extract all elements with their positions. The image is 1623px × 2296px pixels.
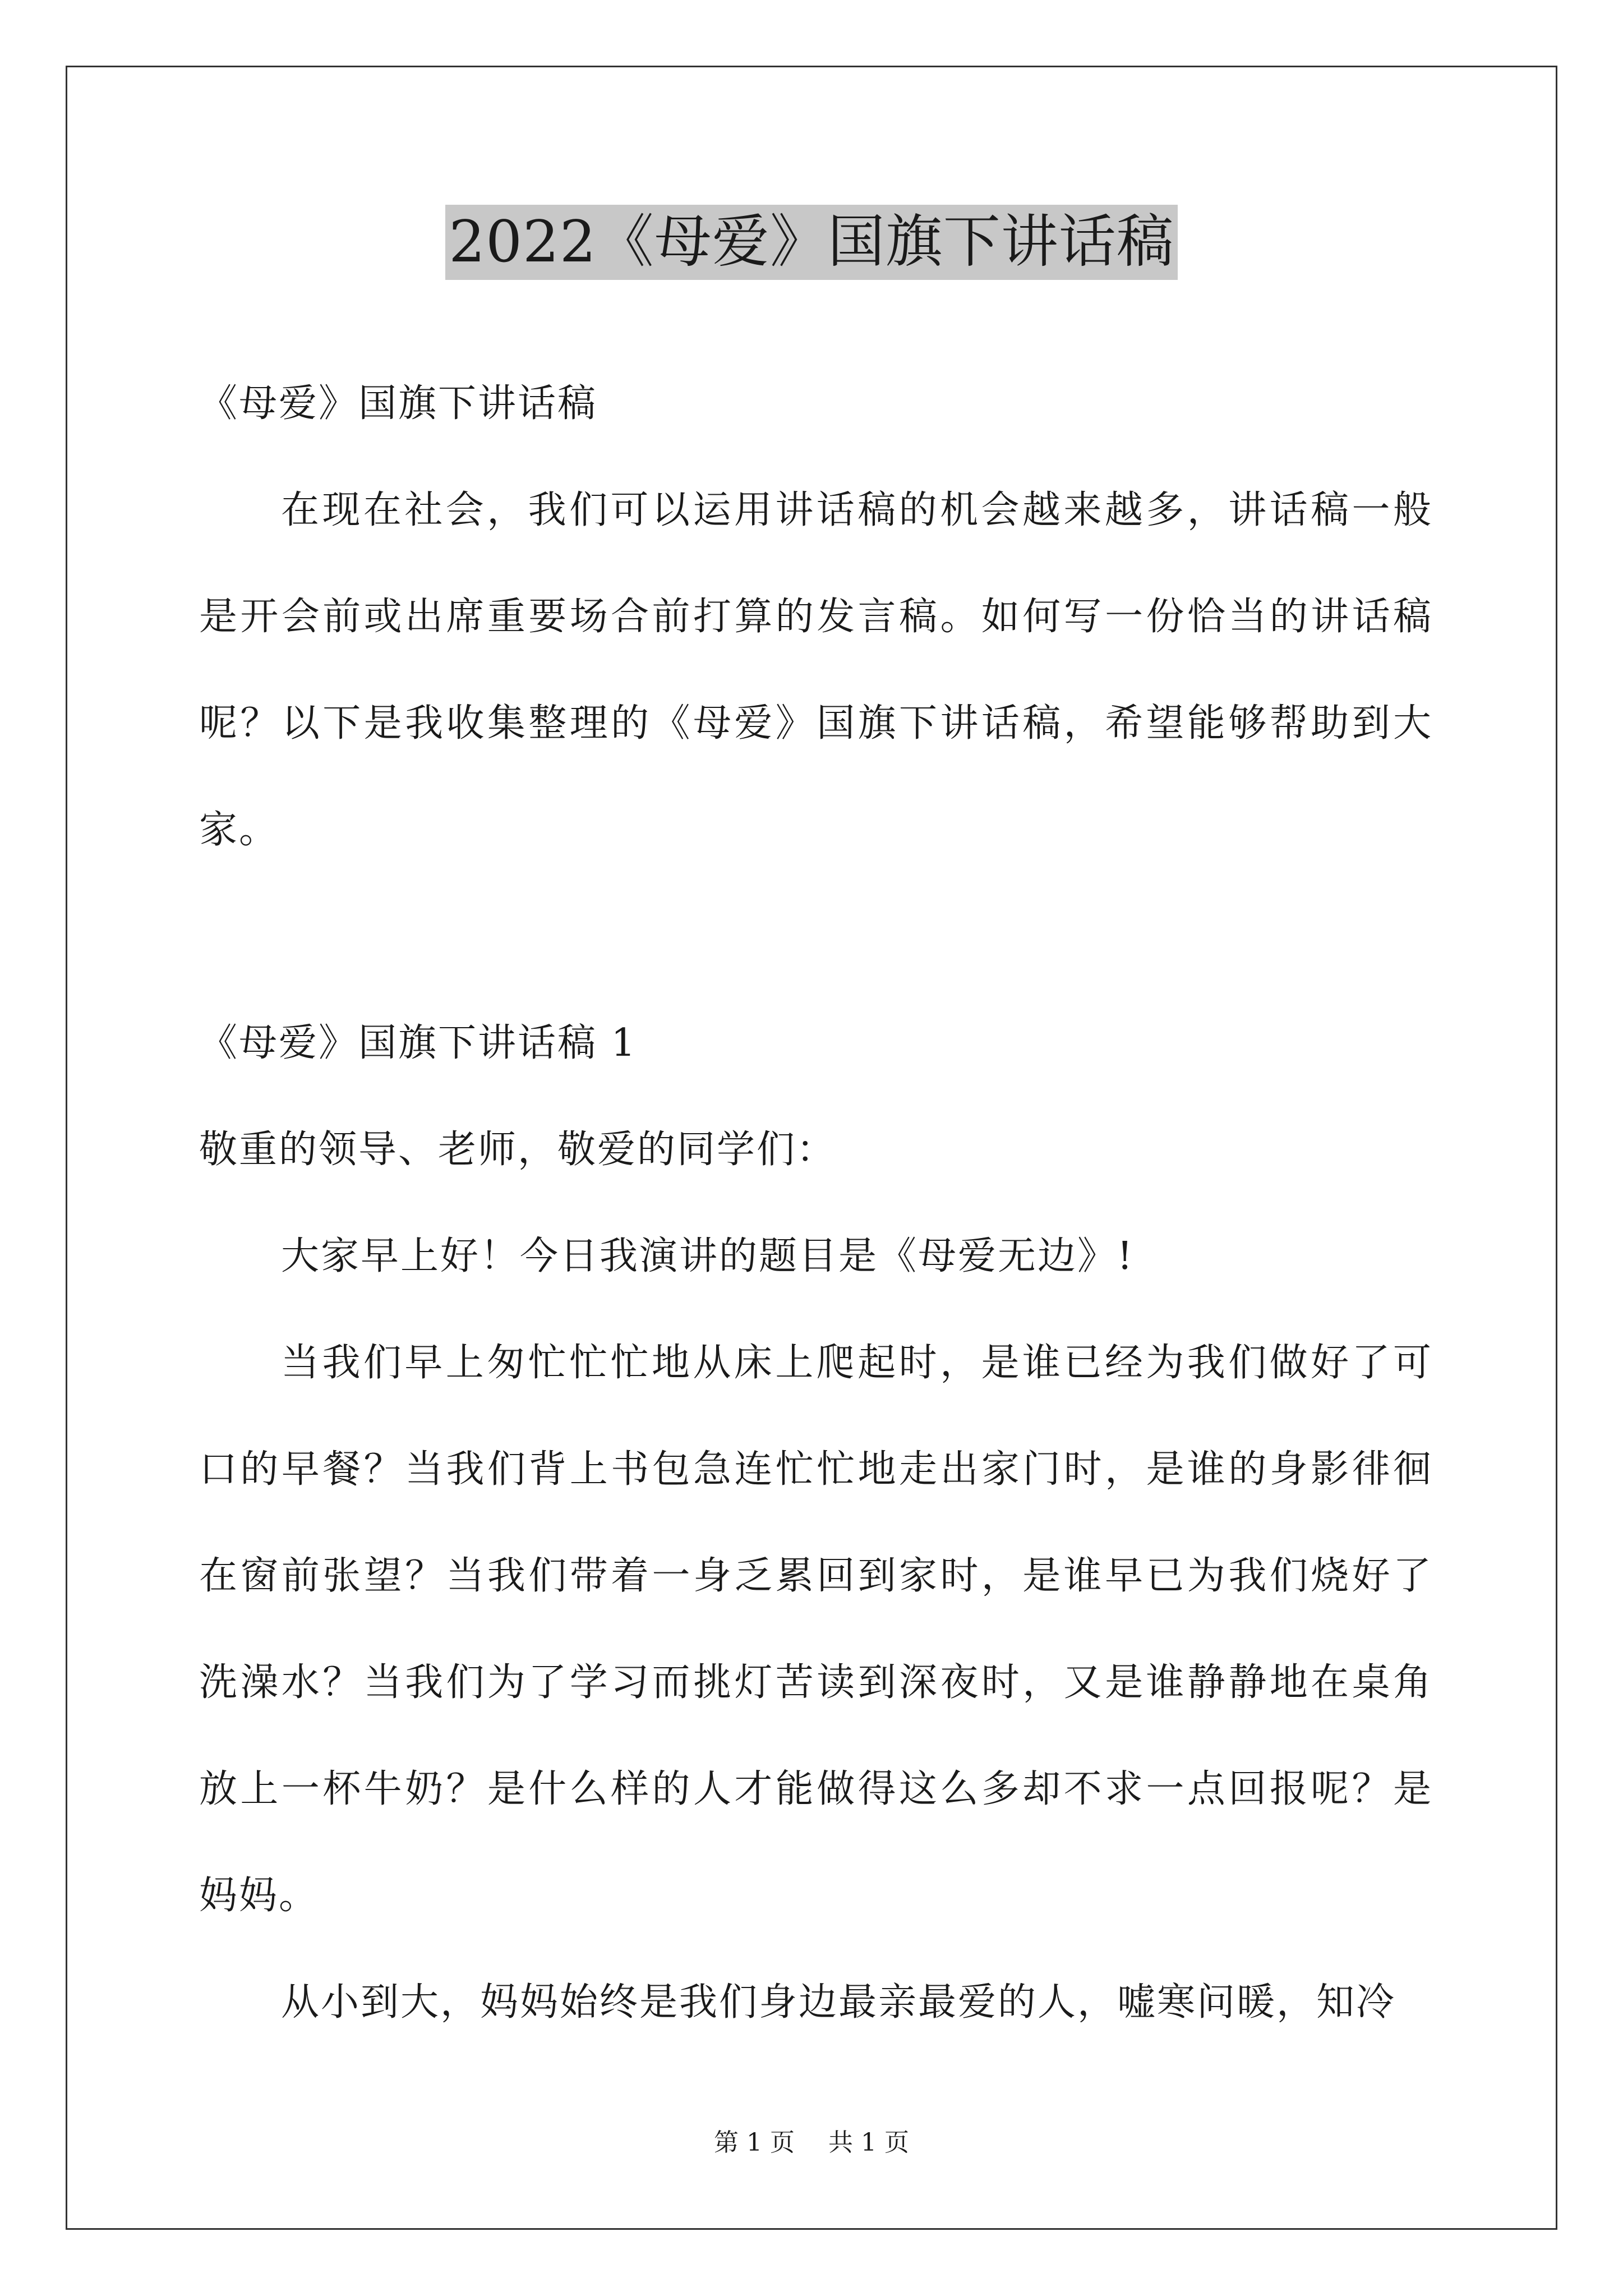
document-body (199, 351, 1433, 2056)
subtitle: 《母爱》国旗下讲话稿 (199, 381, 598, 426)
page-total: 共 1 页 (828, 2128, 909, 2157)
greeting-paragraph: 大家早上好！今日我演讲的题目是《母爱无边》! (281, 1234, 1135, 1278)
body-paragraph: 当我们早上匆忙忙忙地从床上爬起时，是谁已经为我们做好了可口的早餐？当我们背上书包急连忙忙地走出家门时，是谁的身影徘徊在窗前张望？当我们带着一身乏累回到家时，是谁早已为我们烧好了洗澡水？当我们为了学习而挑灯苦读到深夜时，又是谁静静地在桌角放上一杯牛奶？是什么样的人才能做得这么多却不求一点回报呢？是妈妈。 (199, 1341, 1433, 1918)
body-paragraph: 从小到大，妈妈始终是我们身边最亲最爱的人，嘘寒问暖，知冷 (281, 1980, 1396, 2024)
title-container (0, 205, 1623, 280)
intro-paragraph: 在现在社会，我们可以运用讲话稿的机会越来越多，讲话稿一般是开会前或出席重要场合前打算的发言稿。如何写一份恰当的讲话稿呢？以下是我收集整理的《母爱》国旗下讲话稿，希望能够帮助到大家。 (199, 488, 1433, 852)
page-number: 第 1 页 (714, 2128, 795, 2157)
salutation: 敬重的领导、老师，敬爱的同学们： (199, 1128, 837, 1172)
page-footer (0, 2126, 1623, 2160)
document-title: 2022《母爱》国旗下讲话稿 (445, 205, 1178, 280)
section-heading: 《母爱》国旗下讲话稿 1 (199, 1021, 637, 1065)
